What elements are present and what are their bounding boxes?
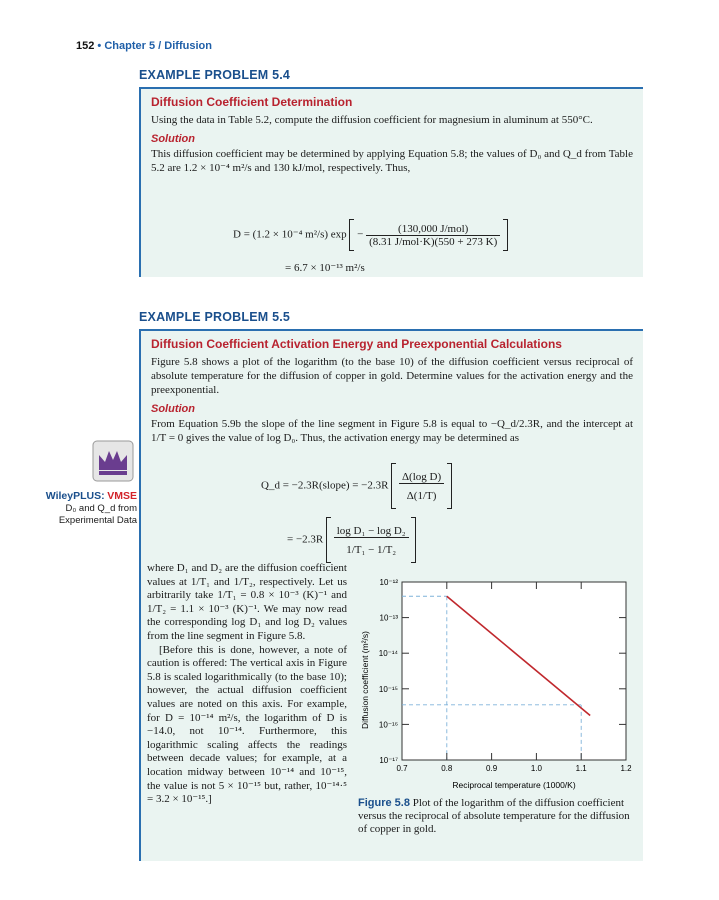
page-number: 152 <box>76 40 95 52</box>
x-tick-label: 1.2 <box>620 764 632 773</box>
solution-label-5-4: Solution <box>151 133 195 145</box>
sidebar-line-3: Experimental Data <box>58 515 137 526</box>
problem-text-5-4: Using the data in Table 5.2, compute the diffusion coefficient for magnesium in aluminum at 550°C. <box>151 114 593 126</box>
solution-text-5-5: From Equation 5.9b the slope of the line segment in Figure 5.8 is equal to −Q_d/2.3R, and the intercept at 1/T = 0 gives the value of log D₀. Thus, the activation energy may be determined as <box>151 418 633 444</box>
equation-a-numerator: Δ(log D) <box>399 471 444 484</box>
plot-frame <box>402 582 626 760</box>
equation-b-numerator: log D₁ − log D₂ <box>334 525 409 538</box>
sidebar-line-2: D₀ and Q_d from <box>65 503 137 514</box>
equation-5-4: D = (1.2 × 10⁻⁴ m²/s) exp − $\frac{\text{(130,000 J/mol)}}{\text{(8.31 J/mol·K)(550 + 273 K)}}$ <box>233 219 508 251</box>
sidebar-brand-sep: : <box>101 490 105 502</box>
equation-a-denominator: Δ(1/T) <box>406 489 437 502</box>
y-tick-label: 10⁻¹³ <box>379 613 398 623</box>
chapter-topic: Diffusion <box>164 40 212 52</box>
sidebar-brand: WileyPLUS <box>45 490 102 502</box>
chapter-label: Chapter 5 <box>104 40 156 52</box>
example-label-5-5: EXAMPLE PROBLEM 5.5 <box>139 310 291 324</box>
equation-b-lhs: = −2.3R <box>287 533 324 546</box>
sidebar-vmse: VMSE <box>107 490 137 502</box>
x-tick-label: 1.1 <box>575 764 587 773</box>
example-title-5-4: Diffusion Coefficient Determination <box>151 95 353 109</box>
solution-label-5-5: Solution <box>151 403 195 415</box>
diffusion-plot <box>356 570 636 795</box>
x-tick-label: 1.0 <box>530 764 542 773</box>
equation-denominator: (8.31 J/mol·K)(550 + 273 K) <box>369 235 498 248</box>
body-paragraph-1: where D₁ and D₂ are the diffusion coefficient values at 1/T₁ and 1/T₂, respectively. Let us arbitrarily take 1/T₁ = 0.8 × 10⁻³ (K)⁻¹ and 1/T₂ = 1.1 × 10⁻³ (K)⁻¹. We may now read the corresponding log D₁ and log D₂ values from the line segment in Figure 5.8. <box>147 562 347 642</box>
sidebar-note[interactable] <box>0 490 137 527</box>
equation-5-5-b <box>287 517 416 563</box>
y-axis-label: Diffusion coefficient (m²/s) <box>360 631 370 729</box>
example-label-5-4: EXAMPLE PROBLEM 5.4 <box>139 68 291 82</box>
x-axis-label: Reciprocal temperature (1000/K) <box>452 780 576 790</box>
body-paragraph-2: [Before this is done, however, a note of caution is offered: The vertical axis in Figure 5.8 is scaled logarithmically (to the base 10); however, the actual diffusion coefficient values are noted on this axis. For example, for D = 10⁻¹⁴ m²/s, the logarithm of D is −14.0, not 10⁻¹⁴. Furthermore, this logarithmic scaling affects the readings between decade values; for example, at a location midway between 10⁻¹⁴ and 10⁻¹⁵, the value is not 5 × 10⁻¹⁵ but, rather, 10⁻¹⁴·⁵ = 3.2 × 10⁻¹⁵.] <box>147 643 347 806</box>
y-tick-label: 10⁻¹⁷ <box>379 756 398 765</box>
equation-b-denominator: 1/T₁ − 1/T₂ <box>346 543 397 556</box>
y-tick-label: 10⁻¹² <box>379 578 398 587</box>
y-tick-label: 10⁻¹⁵ <box>378 684 398 694</box>
figure-caption-text: Plot of the logarithm of the diffusion coefficient versus the reciprocal of absolute temperature for the diffusion of copper in gold. <box>358 797 630 835</box>
problem-text-5-5: Figure 5.8 shows a plot of the logarithm (to the base 10) of the diffusion coefficient versus reciprocal of absolute temperature for the diffusion of copper in gold. Determine values for the activation energy and the preexponential. <box>151 356 633 396</box>
equation-a-lhs: Q_d = −2.3R(slope) = −2.3R <box>261 479 389 492</box>
page-header <box>76 40 212 52</box>
header-separator: / <box>158 40 162 52</box>
equation-5-5-a <box>261 463 452 509</box>
y-tick-label: 10⁻¹⁶ <box>378 720 398 730</box>
figure-label: Figure 5.8 <box>358 797 410 809</box>
equation-lhs: D = (1.2 × 10⁻⁴ m²/s) exp <box>233 228 347 241</box>
figure-caption <box>358 797 636 836</box>
body-text-column <box>147 562 347 807</box>
solution-text-5-4: This diffusion coefficient may be determined by applying Equation 5.8; the values of D₀ and Q_d from Table 5.2 are 1.2 × 10⁻⁴ m²/s and 130 kJ/mol, respectively. Thus, <box>151 148 633 174</box>
crown-icon[interactable] <box>92 440 134 482</box>
example-panel-5-4 <box>139 87 643 277</box>
equation-numerator: (130,000 J/mol) <box>366 223 500 236</box>
x-tick-label: 0.8 <box>441 764 453 773</box>
y-tick-label: 10⁻¹⁴ <box>378 649 398 659</box>
example-title-5-5: Diffusion Coefficient Activation Energy and Preexponential Calculations <box>151 337 562 351</box>
x-tick-label: 0.9 <box>486 764 498 773</box>
equation-result-5-4: = 6.7 × 10⁻¹³ m²/s <box>285 262 365 274</box>
header-bullet: • <box>97 40 102 52</box>
x-tick-label: 0.7 <box>396 764 408 773</box>
